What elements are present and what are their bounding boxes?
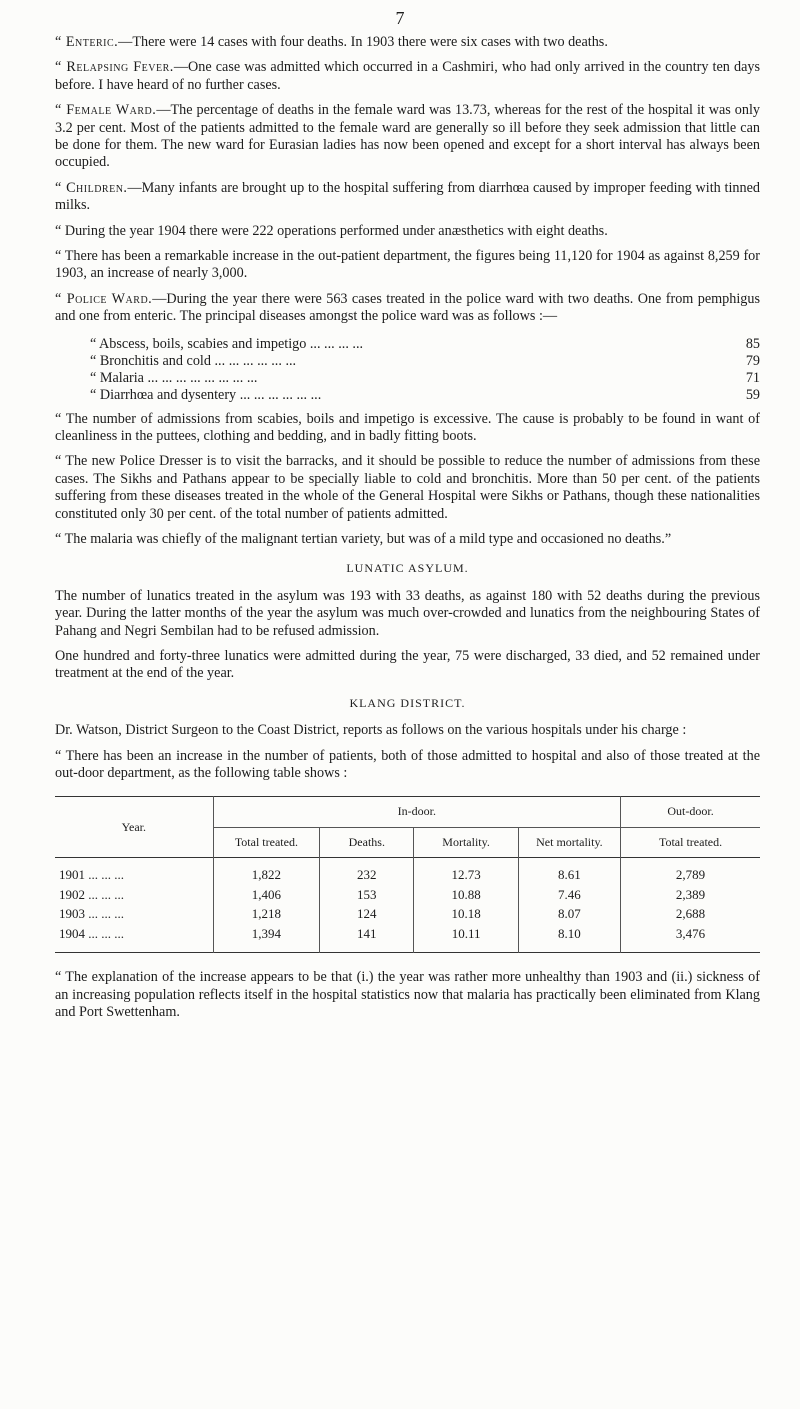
paragraph-lunatics-treated: The number of lunatics treated in the asylum was 193 with 33 deaths, as against 180 with 52 deaths during the previous year. During the latter months of the year the asylum was much over-crowded and lunatics from the neighbouring States of Pahang and Negri Sembilan had to be refused admission.: [55, 587, 760, 639]
paragraph-children: “ Children.—Many infants are brought up to the hospital suffering from diarrhœa caused by improper feeding with tinned milks.: [55, 179, 760, 214]
table-row: 1901 ... ... ... 1,822 232 12.73 8.61 2,789: [55, 858, 760, 885]
col-outdoor-total: Total treated.: [621, 827, 760, 857]
col-net-mortality: Net mortality.: [518, 827, 620, 857]
paragraph-dr-watson: Dr. Watson, District Surgeon to the Coast District, reports as follows on the various hospitals under his charge :: [55, 722, 687, 739]
paragraph-scabies: “ The number of admissions from scabies, boils and impetigo is excessive. The cause is probably to be found in want of cleanliness in the puttees, clothing and bedding, and in badly fitting boots.: [55, 410, 760, 444]
paragraph-police-ward: “ Police Ward.—During the year there were 563 cases treated in the police ward with two deaths. One from pemphigus and one from enteric. The principal diseases amongst the police ward was as follows :—: [55, 290, 760, 325]
list-item: “ Diarrhœa and dysentery ... ... ... ... ... ... 59: [90, 387, 760, 404]
year-header: Year.: [121, 819, 147, 834]
table-row: 1903 ... ... ... 1,218 124 10.18 8.07 2,688: [55, 904, 760, 924]
paragraph-police-dresser: “ The new Police Dresser is to visit the barracks, and it should be possible to reduce the number of admissions from these cases. The Sikhs and Pathans appear to be specially liable to cold and bronchitis. More than 50 per cent. of the patients suffering from these diseases treated in the whole of the General Hospital were Sikhs or Pathans, though these nationalities constituted only 30 per cent. of the total number of patients admitted.: [55, 453, 760, 522]
list-item: “ Malaria ... ... ... ... ... ... ... ... 71: [90, 370, 760, 387]
col-mortality: Mortality.: [414, 827, 518, 857]
paragraph-increase: “ There has been an increase in the number of patients, both of those admitted to hospital and also of those treated at the out-door department, as the following table shows :: [55, 747, 760, 781]
paragraph-out-patient: “ There has been a remarkable increase in the out-patient department, the figures being 11,120 for 1904 as against 8,259 for 1903, an increase of nearly 3,000.: [55, 248, 760, 282]
paragraph-lunatics-admitted: One hundred and forty-three lunatics were admitted during the year, 75 were discharged, 33 died, and 52 remained under treatment at the end of the year.: [55, 647, 760, 682]
disease-list: [90, 336, 760, 405]
paragraph-operations: “ During the year 1904 there were 222 operations performed under anæsthetics with eight deaths.: [55, 222, 608, 239]
col-total-treated: Total treated.: [213, 827, 320, 857]
paragraph-malaria: “ The malaria was chiefly of the malignant tertian variety, but was of a mild type and occasioned no deaths.”: [55, 530, 672, 547]
patients-table: [55, 796, 760, 953]
list-item: “ Bronchitis and cold ... ... ... ... ... ... 79: [90, 352, 760, 369]
page-number: 7: [395, 8, 405, 28]
paragraph-relapsing-fever: “ Relapsing Fever.—One case was admitted which occurred in a Cashmiri, who had only arrived in the country ten days before. I have heard of no further cases.: [55, 59, 760, 93]
col-deaths: Deaths.: [320, 827, 414, 857]
list-item: “ Abscess, boils, scabies and impetigo ... ... ... ... 85: [90, 335, 760, 352]
indoor-header: In-door.: [213, 797, 620, 827]
outdoor-header: Out-door.: [621, 797, 760, 827]
table-row: 1904 ... ... ... 1,394 141 10.11 8.10 3,476: [55, 924, 760, 953]
body-text: [55, 34, 760, 1029]
paragraph-enteric: “ Enteric.—There were 14 cases with four deaths. In 1903 there were six cases with two deaths.: [55, 34, 608, 50]
heading-lunatic-asylum: LUNATIC ASYLUM.: [346, 561, 469, 576]
table-row: 1902 ... ... ... 1,406 153 10.88 7.46 2,389: [55, 885, 760, 905]
paragraph-explanation: “ The explanation of the increase appears to be that (i.) the year was rather more unhealthy than 1903 and (ii.) sickness of an increasing population reflects itself in the hospital statistics now that malaria has practically been eliminated from Klang and Port Swettenham.: [55, 969, 760, 1021]
heading-klang-district: KLANG DISTRICT.: [349, 695, 466, 710]
paragraph-female-ward: “ Female Ward.—The percentage of deaths in the female ward was 13.73, whereas for the rest of the hospital it was only 3.2 per cent. Most of the patients admitted to the female ward are generally so ill before they seek admission that little can be done for them. The new ward for Eurasian ladies has now been opened and except for a short interval has always been occupied.: [55, 102, 761, 171]
